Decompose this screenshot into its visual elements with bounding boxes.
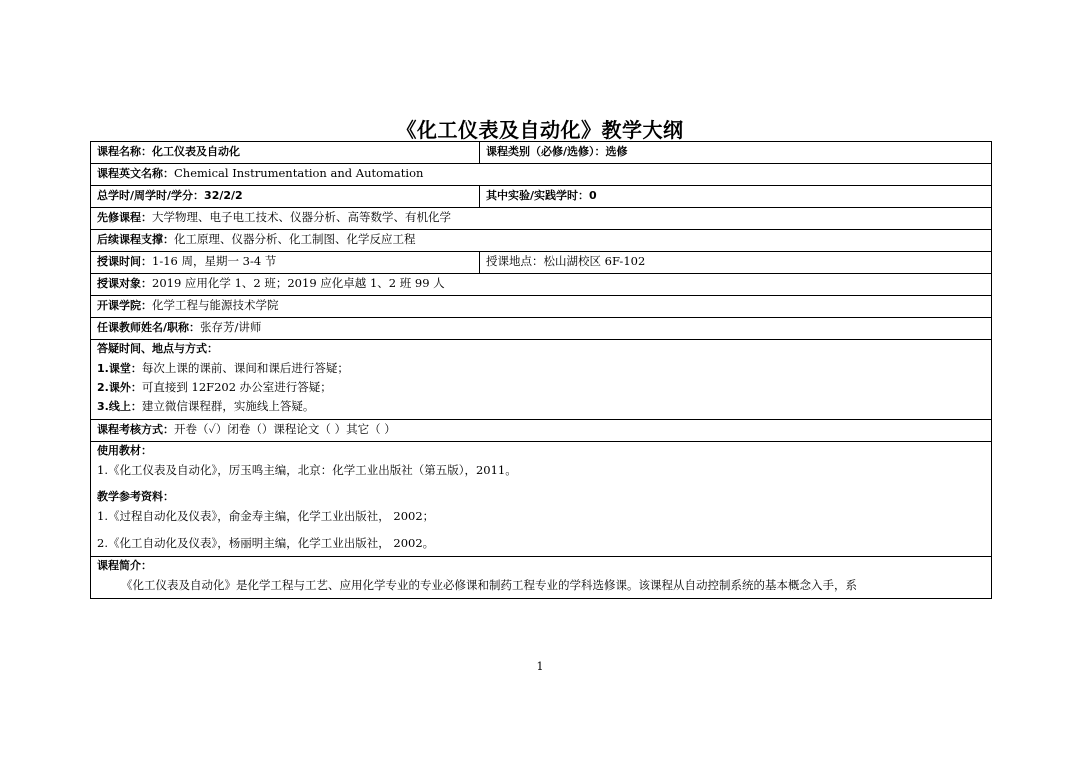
cell-course-type: 课程类别（必修/选修）：选修 — [480, 142, 992, 164]
english-name-value: Chemical Instrumentation and Automation — [174, 166, 424, 180]
cell-time: 授课时间：1-16 周，星期一 3-4 节 — [91, 252, 480, 274]
exam-value: 开卷（✓）闭卷（）课程论文（ ）其它（ ） — [174, 422, 396, 436]
row-materials — [91, 442, 992, 557]
cell-college: 开课学院：化学工程与能源技术学院 — [91, 296, 992, 318]
qa-item: 3.线上：建立微信课程群，实施线上答疑。 — [97, 399, 315, 413]
ref-item: 1.《过程自动化及仪表》，俞金寿主编，化学工业出版社， 2002； — [97, 509, 435, 523]
intro-heading: 课程简介： — [97, 559, 152, 572]
spacer — [97, 482, 985, 490]
cell-lab-hours: 其中实验/实践学时：0 — [480, 186, 992, 208]
row-course-name — [91, 142, 992, 164]
row-teacher — [91, 318, 992, 340]
row-hours — [91, 186, 992, 208]
college-value: 化学工程与能源技术学院 — [152, 298, 279, 312]
qa-heading: 答疑时间、地点与方式： — [97, 342, 218, 355]
followup-value: 化工原理、仪器分析、化工制图、化学反应工程 — [174, 232, 416, 246]
cell-materials — [91, 442, 992, 557]
document-title: 《化工仪表及自动化》教学大纲 — [396, 118, 684, 142]
syllabus-table — [90, 141, 992, 599]
course-name-value: 化工仪表及自动化 — [152, 145, 240, 158]
prereq-value: 大学物理、电子电工技术、仪器分析、高等数学、有机化学 — [152, 210, 451, 224]
cell-followup: 后续课程支撑：化工原理、仪器分析、化工制图、化学反应工程 — [91, 230, 992, 252]
cell-qa — [91, 340, 992, 420]
page-number: 1 — [536, 660, 544, 673]
ref-item: 2.《化工自动化及仪表》，杨丽明主编，化学工业出版社， 2002。 — [97, 536, 435, 550]
qa-item: 2.课外：可直接到 12F202 办公室进行答疑； — [97, 380, 332, 394]
cell-prereq: 先修课程：大学物理、电子电工技术、仪器分析、高等数学、有机化学 — [91, 208, 992, 230]
cell-course-name: 课程名称：化工仪表及自动化 — [91, 142, 480, 164]
row-college — [91, 296, 992, 318]
cell-english-name: 课程英文名称：Chemical Instrumentation and Automation — [91, 164, 992, 186]
row-followup — [91, 230, 992, 252]
time-value: 1-16 周，星期一 3-4 节 — [152, 254, 277, 268]
row-intro — [91, 557, 992, 599]
cell-intro — [91, 557, 992, 599]
spacer — [97, 528, 985, 536]
qa-item: 1.课堂：每次上课的课前、课间和课后进行答疑； — [97, 361, 349, 375]
cell-audience: 授课对象：2019 应用化学 1、2 班；2019 应化卓越 1、2 班 99 人 — [91, 274, 992, 296]
lab-hours-value: 0 — [589, 189, 597, 202]
cell-exam: 课程考核方式：开卷（✓）闭卷（）课程论文（ ）其它（ ） — [91, 420, 992, 442]
refs-heading: 教学参考资料： — [97, 490, 174, 503]
intro-text: 《化工仪表及自动化》是化学工程与工艺、应用化学专业的专业必修课和制药工程专业的学科选修课。该课程从自动控制系统的基本概念入手，系 — [121, 578, 857, 592]
row-qa — [91, 340, 992, 420]
cell-location: 授课地点：松山湖校区 6F-102 — [480, 252, 992, 274]
cell-teacher: 任课教师姓名/职称：张存芳/讲师 — [91, 318, 992, 340]
course-type-value: 选修 — [605, 145, 628, 158]
teacher-value: 张存芳/讲师 — [200, 320, 262, 334]
row-exam — [91, 420, 992, 442]
row-prereq — [91, 208, 992, 230]
cell-hours: 总学时/周学时/学分：32/2/2 — [91, 186, 480, 208]
row-time — [91, 252, 992, 274]
textbook-item: 1.《化工仪表及自动化》，厉玉鸣主编，北京：化学工业出版社（第五版），2011。 — [97, 463, 517, 477]
row-audience — [91, 274, 992, 296]
row-english-name — [91, 164, 992, 186]
audience-value: 2019 应用化学 1、2 班；2019 应化卓越 1、2 班 99 人 — [152, 276, 445, 290]
textbook-heading: 使用教材： — [97, 444, 152, 457]
hours-value: 32/2/2 — [204, 189, 243, 202]
